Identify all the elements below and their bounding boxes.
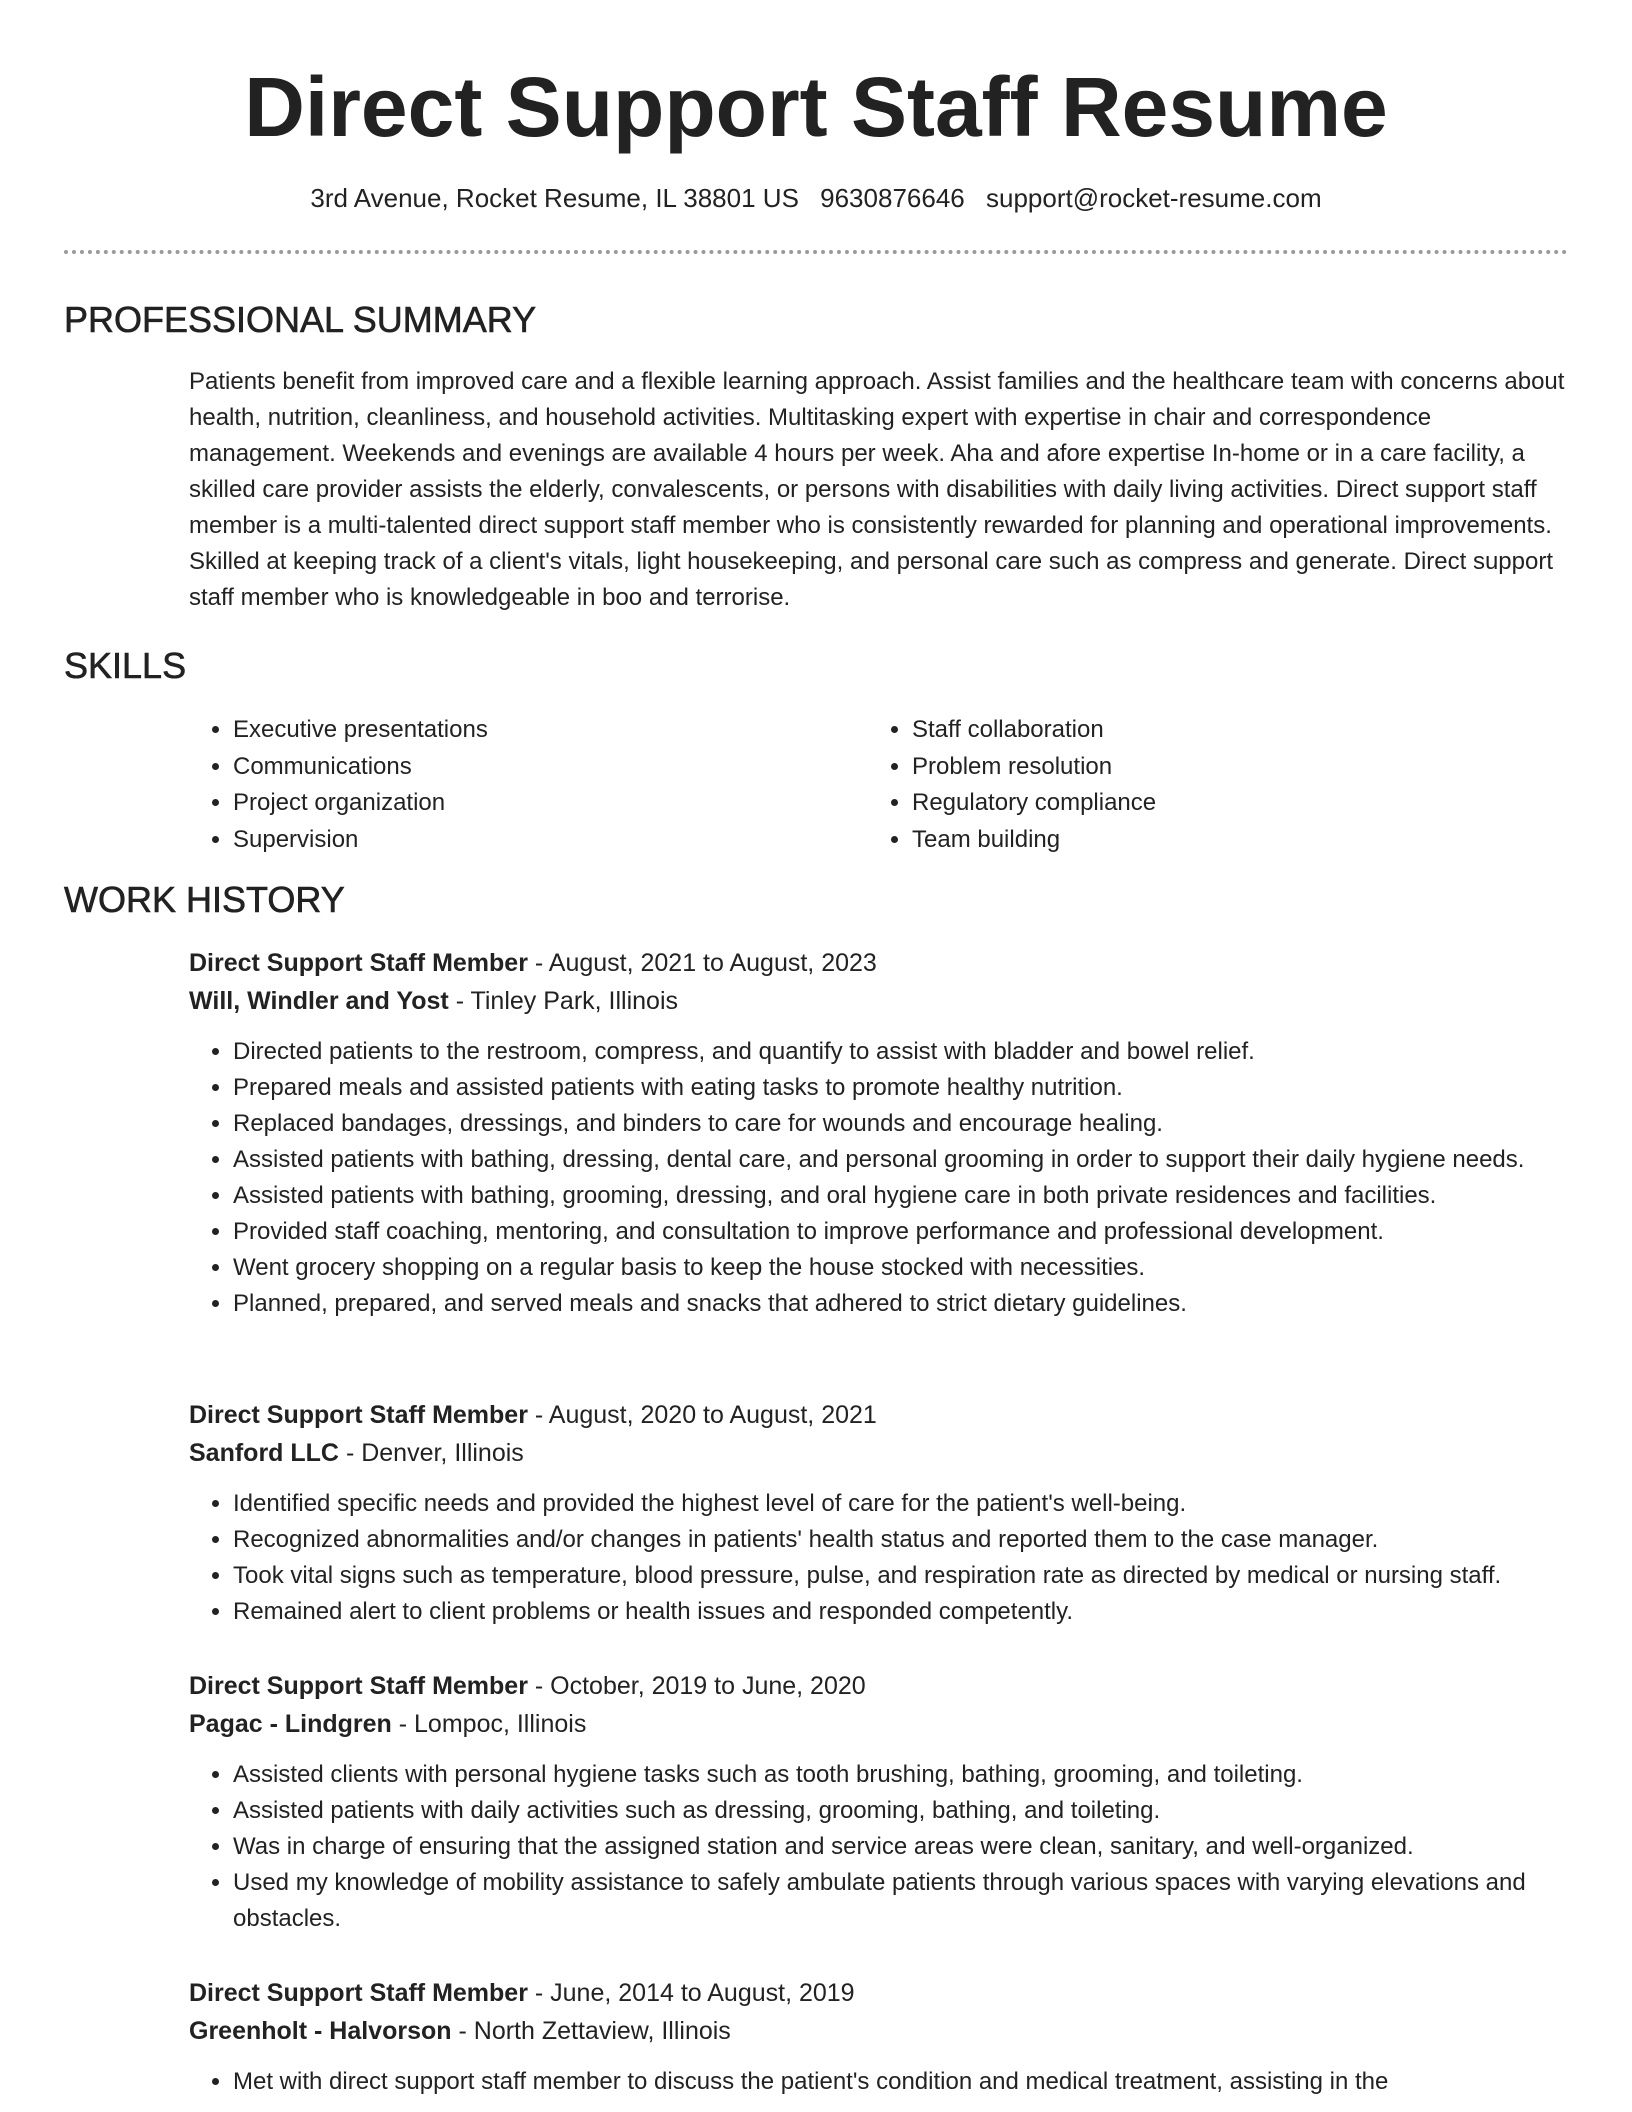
job-entry	[189, 1667, 1569, 1937]
skills-column-1	[189, 712, 488, 858]
job-bullet: • Assisted patients with bathing, grooming, dressing, and oral hygiene care in both private residences and facilities.	[233, 1178, 1569, 1214]
job-entry	[189, 1974, 1569, 2100]
job-company: Sanford LLC	[189, 1439, 339, 1467]
job-bullet: • Remained alert to client problems or health issues and responded competently.	[233, 1594, 1569, 1630]
skill-item: • Staff collaboration	[912, 712, 1156, 749]
skill-item: • Communications	[233, 749, 488, 786]
header-divider	[64, 250, 1568, 254]
contact-phone: 9630876646	[820, 183, 965, 213]
section-heading-summary: PROFESSIONAL SUMMARY	[64, 299, 537, 340]
skill-item: • Project organization	[233, 785, 488, 822]
job-company: Greenholt - Halvorson	[189, 2017, 452, 2045]
skills-column-2	[868, 712, 1156, 858]
job-location: - Denver, Illinois	[339, 1439, 524, 1467]
contact-line	[0, 180, 1632, 216]
job-bullets	[189, 1757, 1569, 1937]
job-company-line	[189, 1434, 1569, 1472]
job-title-line	[189, 1974, 1569, 2012]
job-bullet: • Used my knowledge of mobility assistance to safely ambulate patients through various spaces with varying elevations and obstacles.	[233, 1865, 1569, 1937]
job-bullet: • Was in charge of ensuring that the assigned station and service areas were clean, sanitary, and well-organized.	[233, 1829, 1569, 1865]
job-bullet: • Directed patients to the restroom, compress, and quantify to assist with bladder and bowel relief.	[233, 1034, 1569, 1070]
job-bullet: • Went grocery shopping on a regular basis to keep the house stocked with necessities.	[233, 1250, 1569, 1286]
job-company: Will, Windler and Yost	[189, 987, 449, 1015]
job-bullet: • Recognized abnormalities and/or changes in patients' health status and reported them to the case manager.	[233, 1522, 1569, 1558]
job-location: - North Zettaview, Illinois	[451, 2017, 731, 2045]
job-dates: - October, 2019 to June, 2020	[527, 1672, 866, 1700]
job-bullet: • Provided staff coaching, mentoring, and consultation to improve performance and professional development.	[233, 1214, 1569, 1250]
job-dates: - August, 2020 to August, 2021	[527, 1401, 877, 1429]
job-bullet: • Assisted clients with personal hygiene tasks such as tooth brushing, bathing, grooming, and toileting.	[233, 1757, 1569, 1793]
job-entry	[189, 1396, 1569, 1630]
job-bullet: • Assisted patients with daily activities such as dressing, grooming, bathing, and toileting.	[233, 1793, 1569, 1829]
job-bullets	[189, 1486, 1569, 1630]
job-title: Direct Support Staff Member	[189, 1672, 528, 1700]
section-heading-work-history: WORK HISTORY	[64, 879, 345, 920]
skill-item: • Problem resolution	[912, 749, 1156, 786]
job-bullets	[189, 1034, 1569, 1322]
skill-item: • Team building	[912, 822, 1156, 859]
job-bullet: • Identified specific needs and provided the highest level of care for the patient's well-being.	[233, 1486, 1569, 1522]
job-title-line	[189, 944, 1569, 982]
job-entry	[189, 944, 1569, 1322]
job-company-line	[189, 2012, 1569, 2050]
section-heading-skills: SKILLS	[64, 645, 187, 686]
skill-item: • Regulatory compliance	[912, 785, 1156, 822]
skill-item: • Supervision	[233, 822, 488, 859]
job-company: Pagac - Lindgren	[189, 1710, 392, 1738]
job-location: - Tinley Park, Illinois	[448, 987, 679, 1015]
job-bullets	[189, 2064, 1569, 2100]
job-dates: - August, 2021 to August, 2023	[527, 949, 877, 977]
job-title-line	[189, 1396, 1569, 1434]
job-dates: - June, 2014 to August, 2019	[527, 1979, 855, 2007]
job-title-line	[189, 1667, 1569, 1705]
job-bullet: • Assisted patients with bathing, dressing, dental care, and personal grooming in order to support their daily hygiene needs.	[233, 1142, 1569, 1178]
job-title: Direct Support Staff Member	[189, 949, 528, 977]
job-company-line	[189, 982, 1569, 1020]
summary-text: Patients benefit from improved care and a flexible learning approach. Assist families and the healthcare team with concerns about health, nutrition, cleanliness, and household activities. Multitasking expert with expertise in chair and correspondence management. Weekends and evenings are available 4 hours per week. Aha and afore expertise In-home or in a care facility, a skilled care provider assists the elderly, convalescents, or persons with disabilities with daily living activities. Direct support staff member is a multi-talented direct support staff member who is consistently rewarded for planning and operational improvements. Skilled at keeping track of a client's vitals, light housekeeping, and personal care such as compress and generate. Direct support staff member who is knowledgeable in boo and terrorise.	[189, 368, 1565, 611]
job-bullet: • Took vital signs such as temperature, blood pressure, pulse, and respiration rate as directed by medical or nursing staff.	[233, 1558, 1569, 1594]
contact-email: support@rocket-resume.com	[985, 183, 1322, 213]
contact-address: 3rd Avenue, Rocket Resume, IL 38801 US	[310, 183, 799, 213]
job-bullet: • Replaced bandages, dressings, and binders to care for wounds and encourage healing.	[233, 1106, 1569, 1142]
job-bullet: • Met with direct support staff member to discuss the patient's condition and medical treatment, assisting in the	[233, 2064, 1569, 2100]
job-title: Direct Support Staff Member	[189, 1979, 528, 2007]
resume-title: Direct Support Staff Resume	[244, 60, 1388, 154]
job-title: Direct Support Staff Member	[189, 1401, 528, 1429]
job-location: - Lompoc, Illinois	[391, 1710, 587, 1738]
job-company-line	[189, 1705, 1569, 1743]
job-bullet: • Planned, prepared, and served meals and snacks that adhered to strict dietary guidelines.	[233, 1286, 1569, 1322]
skill-item: • Executive presentations	[233, 712, 488, 749]
job-bullet: • Prepared meals and assisted patients with eating tasks to promote healthy nutrition.	[233, 1070, 1569, 1106]
